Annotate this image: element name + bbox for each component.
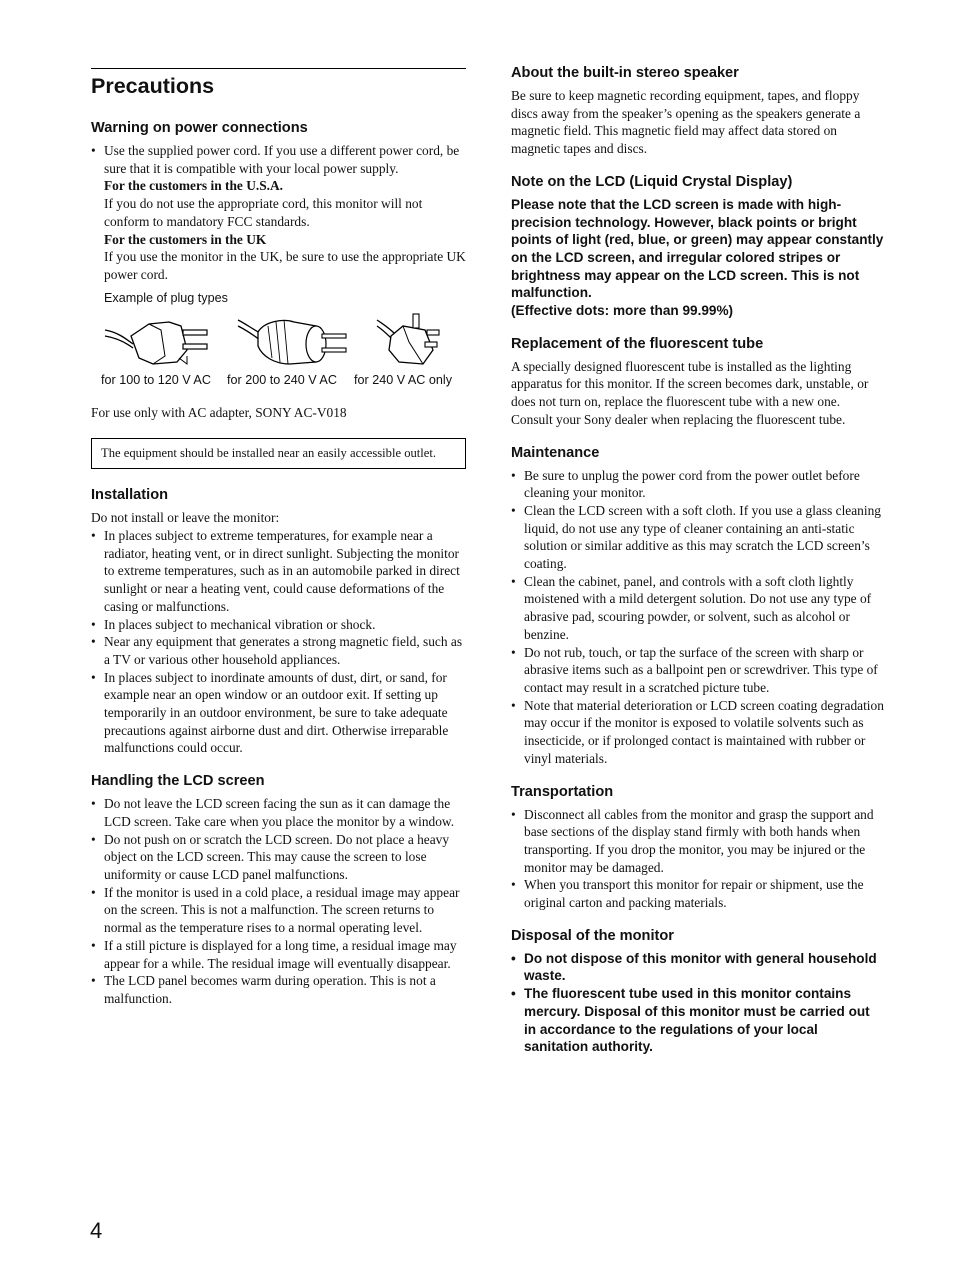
- us-plug-icon: [103, 312, 215, 370]
- uk-text: If you use the monitor in the UK, be sure to use the appropriate UK power cord.: [104, 249, 466, 282]
- list-item: • Clean the cabinet, panel, and controls with a soft cloth lightly moistened with a mild detergent solution. Do not use any type of abrasive pad, scouring powder, or solvent, such as alcohol or benzine.: [511, 573, 885, 644]
- list-item: • Be sure to unplug the power cord from the power outlet before cleaning your monitor.: [511, 467, 885, 502]
- title-rule: [91, 68, 466, 69]
- tube-text: A specially designed fluorescent tube is installed as the lighting apparatus for this monitor. If the screen becomes dark, unstable, or does not turn on, replace the fluorescent tube with a new one. Consult your Sony dealer when replacing the fluorescent tube.: [511, 358, 869, 427]
- list-item: • In places subject to inordinate amounts of dust, dirt, or sand, for example near an open window or an outdoor exit. If setting up temporarily in an outdoor environment, be sure to take adequate precautions against airborne dust and dirt. Otherwise irreparable malfunctions could occur.: [91, 669, 466, 758]
- plug-caption-eu: for 200 to 240 V AC: [227, 372, 337, 387]
- plug-caption-uk: for 240 V AC only: [354, 372, 453, 387]
- list-item: • Do not rub, touch, or tap the surface of the screen with sharp or abrasive items such as a ballpoint pen or screwdriver. This type of contact may result in a scratched picture tube.: [511, 644, 885, 697]
- list-item: • Do not dispose of this monitor with general household waste.: [511, 950, 885, 985]
- list-item: • Near any equipment that generates a strong magnetic field, such as a TV or various other household appliances.: [91, 633, 466, 668]
- installation-heading: Installation: [91, 487, 169, 504]
- uk-plug-icon: [375, 312, 445, 370]
- transport-list: [511, 806, 885, 912]
- list-item: • The LCD panel becomes warm during operation. This is not a malfunction.: [91, 972, 466, 1007]
- outlet-notice-box: [91, 438, 466, 469]
- lcd-note-text: Please note that the LCD screen is made with high-precision technology. However, black points or bright points of light (red, blue, or green) may appear constantly on the LCD screen, and irregular colored stripes or brightness may appear on the LCD screen. This is not malfunction.: [511, 196, 884, 301]
- disposal-list: [511, 950, 885, 1056]
- handling-heading: Handling the LCD screen: [91, 773, 265, 790]
- installation-list: [91, 527, 466, 757]
- plug-example-label: Example of plug types: [104, 290, 228, 305]
- lcd-note-heading: Note on the LCD (Liquid Crystal Display): [511, 173, 793, 190]
- speaker-heading: About the built-in stereo speaker: [511, 65, 739, 81]
- installation-intro: Do not install or leave the monitor:: [91, 510, 280, 526]
- maintenance-list: [511, 467, 885, 768]
- maintenance-heading: Maintenance: [511, 444, 600, 461]
- list-item: • Clean the LCD screen with a soft cloth. If you use a glass cleaning liquid, do not use any type of cleaner containing an anti-static solution or similar additive as this may scratch the LCD screen’s coating.: [511, 502, 885, 573]
- plug-illustrations: [91, 312, 466, 370]
- list-item: • If a still picture is displayed for a long time, a residual image may appear for a while. The residual image will eventually disappear.: [91, 937, 466, 972]
- list-item: • If the monitor is used in a cold place, a residual image may appear on the screen. This is not a malfunction. The screen returns to normal as the temperature rises to a normal operating level.: [91, 884, 466, 937]
- adapter-note: For use only with AC adapter, SONY AC-V018: [91, 404, 347, 420]
- list-item: • In places subject to mechanical vibration or shock.: [91, 616, 466, 634]
- power-heading: Warning on power connections: [91, 120, 308, 136]
- plug-caption-us: for 100 to 120 V AC: [101, 372, 211, 387]
- left-column: [91, 68, 466, 1008]
- list-item: • Disconnect all cables from the monitor and grasp the support and base sections of the display stand firmly with both hands when transporting. If you drop the monitor, you may be injured or the monitor may be damaged.: [511, 806, 885, 877]
- tube-heading: Replacement of the fluorescent tube: [511, 335, 764, 352]
- list-item: • Note that material deterioration or LCD screen coating degradation may occur if the monitor is exposed to volatile solvents such as insecticide, or if prolonged contact is maintained with rubber or vinyl materials.: [511, 697, 885, 768]
- usa-label: For the customers in the U.S.A.: [104, 178, 284, 194]
- handling-list: [91, 795, 466, 1007]
- power-list: [91, 142, 466, 284]
- list-item: • Do not push on or scratch the LCD screen. Do not place a heavy object on the LCD screen. This may cause the screen to lose uniformity or cause LCD panel malfunctions.: [91, 831, 466, 884]
- list-item: • In places subject to extreme temperatures, for example near a radiator, heating vent, or in direct sunlight. Subjecting the monitor to extreme temperatures, such as in an automobile parked in direct sunlight or near a heating vent, could cause deformations of the casing or malfunctions.: [91, 527, 466, 616]
- uk-label: For the customers in the UK: [104, 231, 267, 247]
- page-title: Precautions: [91, 74, 215, 98]
- list-item: • When you transport this monitor for repair or shipment, use the original carton and packing materials.: [511, 876, 885, 911]
- list-item: [91, 142, 466, 284]
- speaker-text: Be sure to keep magnetic recording equipment, tapes, and floppy discs away from the speaker’s opening as the speakers generate a magnetic field. This magnetic field may affect data stored on magnetic tapes and discs.: [511, 88, 861, 157]
- plug-captions: [91, 372, 466, 390]
- list-item: • Do not leave the LCD screen facing the sun as it can damage the LCD screen. Take care when you place the monitor by a window.: [91, 795, 466, 830]
- list-item: • The fluorescent tube used in this monitor contains mercury. Disposal of this monitor must be carried out in accordance to the regulations of your local sanitation authority.: [511, 985, 885, 1056]
- effective-dots: (Effective dots: more than 99.99%): [511, 303, 734, 319]
- power-bullet-text: Use the supplied power cord. If you use a different power cord, be sure that it is compatible with your local power supply.: [104, 143, 460, 176]
- disposal-heading: Disposal of the monitor: [511, 927, 674, 944]
- right-column: [511, 64, 885, 1056]
- usa-text: If you do not use the appropriate cord, this monitor will not conform to mandatory FCC standards.: [104, 196, 423, 229]
- eu-plug-icon: [234, 312, 354, 370]
- outlet-notice: The equipment should be installed near an easily accessible outlet.: [101, 446, 437, 461]
- transport-heading: Transportation: [511, 783, 614, 800]
- page-number: 4: [90, 1218, 103, 1243]
